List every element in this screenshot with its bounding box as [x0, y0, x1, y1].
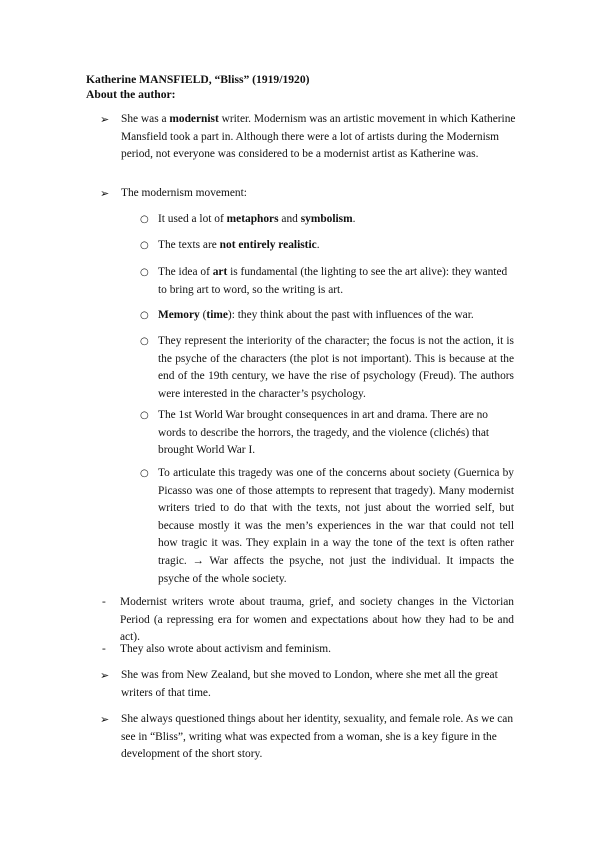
dash-bullet: -: [102, 643, 106, 655]
circle-bullet-icon: ○: [140, 310, 149, 321]
bullet-modernist-writer: ➢ She was a modernist writer. Modernism was an artistic movement in which Katherine Mansfield took a part in. Although there were a lot of artists during the Modernism period, not everyone was considered to be a modernist artist as Katherine was.: [100, 113, 516, 161]
sub-bullet-world-war: ○ The 1st World War brought consequences in art and drama. There are no words to describe the horrors, the tragedy, and the violence (clichés) that brought World War I.: [140, 409, 490, 457]
sub-bullet-metaphors: ○ It used a lot of metaphors and symbolism.: [140, 211, 514, 229]
emphasis-modernist: modernist: [169, 113, 219, 125]
sub-bullet-interiority: ○ They represent the interiority of the character; the focus is not the action, it is the psyche of the characters (the plot is not important). This is because at the end of the 19th century, we have the rise of psychology (Freud). The authors were interested in the character’s psychology.: [140, 335, 514, 400]
circle-bullet-icon: ○: [140, 336, 149, 347]
circle-bullet-icon: ○: [140, 240, 149, 251]
arrow-bullet-icon: ➢: [100, 113, 110, 126]
sub-bullet-art: ○ The idea of art is fundamental (the lighting to see the art alive): they wanted to bring art to word, so the writing is art.: [140, 266, 508, 296]
bullet-identity: ➢ She always questioned things about her identity, sexuality, and female role. As we can see in “Bliss”, writing what was expected from a woman, she is a key figure in the development of the short story.: [100, 713, 514, 761]
bullet-movement-heading: ➢ The modernism movement:: [100, 185, 520, 203]
dash-item-trauma: - Modernist writers wrote about trauma, grief, and society changes in the Victorian Period (a repressing era for women and expectations about how they had to be and act).: [102, 596, 514, 644]
arrow-bullet-icon: ➢: [100, 187, 110, 200]
sub-bullet-tragedy: ○ To articulate this tragedy was one of the concerns about society (Guernica by Picasso was one of those attempts to represent that tragedy). Many modernist writers tried to do that with the texts, not just about the worried self, but because mostly it was the men’s experiences in the war that could not tell how tragic it was. They explain in a way the tone of the text is often rather tragic. → War affects the psyche, not just the individual. It impacts the psyche of the whole society.: [140, 467, 514, 585]
section-heading-about-author: About the author:: [86, 88, 176, 101]
circle-bullet-icon: ○: [140, 267, 149, 278]
circle-bullet-icon: ○: [140, 468, 149, 479]
dash-item-activism: - They also wrote about activism and feminism.: [102, 641, 514, 659]
bullet-new-zealand: ➢ She was from New Zealand, but she moved to London, where she met all the great writers of that time.: [100, 669, 498, 699]
dash-bullet: -: [102, 596, 106, 608]
sub-bullet-not-realistic: ○ The texts are not entirely realistic.: [140, 237, 514, 255]
arrow-bullet-icon: ➢: [100, 669, 110, 682]
circle-bullet-icon: ○: [140, 214, 149, 225]
document-title: Katherine MANSFIELD, “Bliss” (1919/1920): [86, 73, 310, 86]
arrow-bullet-icon: ➢: [100, 713, 110, 726]
sub-bullet-memory: ○ Memory (time): they think about the past with influences of the war.: [140, 307, 514, 325]
circle-bullet-icon: ○: [140, 410, 149, 421]
